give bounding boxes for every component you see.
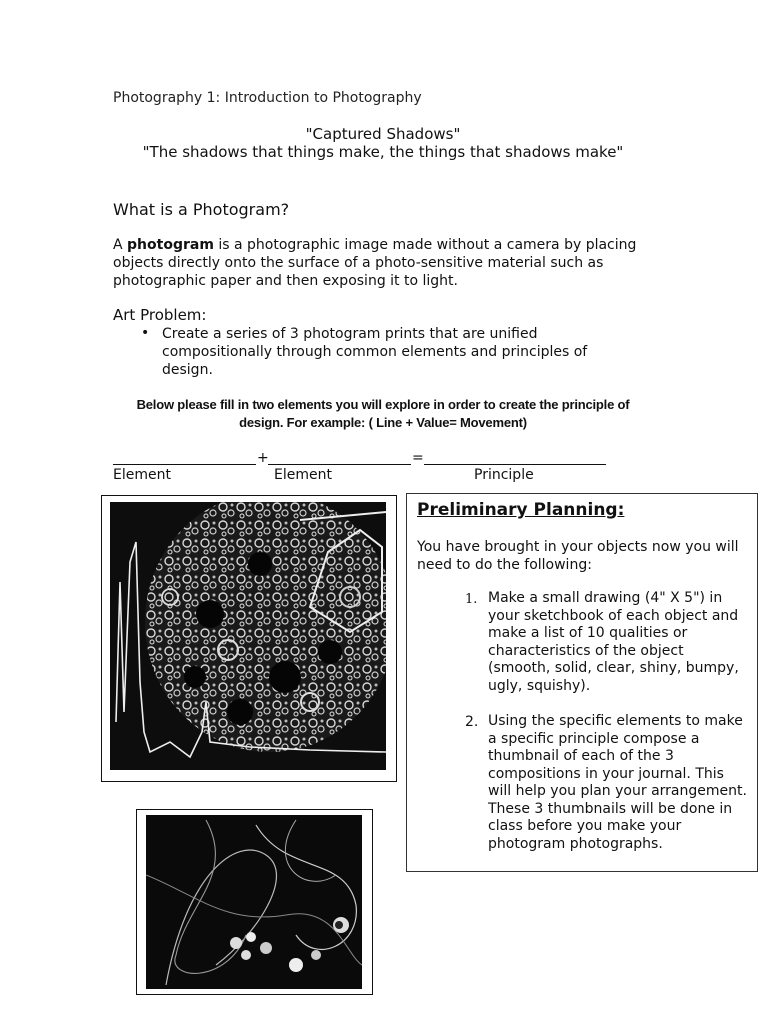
definition-pre: A	[113, 237, 128, 253]
principle-blank[interactable]	[424, 464, 606, 465]
course-title: Photography 1: Introduction to Photography	[113, 90, 422, 106]
definition-term: photogram	[127, 237, 214, 253]
photogram-wires-frame	[136, 809, 373, 995]
element-1-label: Element	[113, 467, 171, 483]
preliminary-planning-box	[406, 493, 758, 872]
bullet-icon: •	[141, 325, 150, 341]
step-2-number: 2.	[465, 714, 479, 730]
art-problem-heading: Art Problem:	[113, 306, 207, 324]
photogram-definition	[113, 236, 653, 290]
step-2-text: Using the specific elements to make a specific principle compose a thumbnail of each of the 3 compositions in your journal. This will help you plan your arrangement. These 3 thumbnails will be done in class before you make your photogram photographs.	[488, 713, 747, 852]
step-1-text: Make a small drawing (4" X 5") in your sketchbook of each object and make a list of 10 qualities or characteristics of the object (smooth, solid, clear, shiny, bumpy, ugly, squishy).	[488, 590, 739, 694]
planning-title: Preliminary Planning:	[417, 500, 625, 520]
photogram-wires-image	[146, 815, 362, 989]
principle-label: Principle	[474, 467, 534, 483]
step-1-number: 1.	[465, 592, 478, 607]
element-2-label: Element	[274, 467, 332, 483]
definition-post: is a photographic image made without a camera by placing objects directly onto the surface of a photo-sensitive material such as photographic paper and then exposing it to light.	[113, 237, 637, 289]
photogram-bubbles-image	[110, 502, 386, 770]
section-heading-photogram: What is a Photogram?	[113, 200, 290, 219]
photogram-bubbles-frame	[101, 495, 397, 782]
plus-sign: +	[257, 450, 269, 466]
element-2-blank[interactable]	[268, 464, 411, 465]
equals-sign: =	[412, 450, 424, 466]
assignment-title: "Captured Shadows"	[305, 125, 461, 143]
assignment-subtitle: "The shadows that things make, the things that shadows make"	[142, 143, 624, 161]
element-1-blank[interactable]	[113, 464, 256, 465]
art-problem-bullet: Create a series of 3 photogram prints that are unified compositionally through common elements and principles of design.	[162, 326, 588, 378]
planning-intro: You have brought in your objects now you will need to do the following:	[417, 539, 739, 573]
fill-in-instruction: Below please fill in two elements you will explore in order to create the principle of design. For example: ( Line + Value= Movement)	[136, 397, 630, 430]
